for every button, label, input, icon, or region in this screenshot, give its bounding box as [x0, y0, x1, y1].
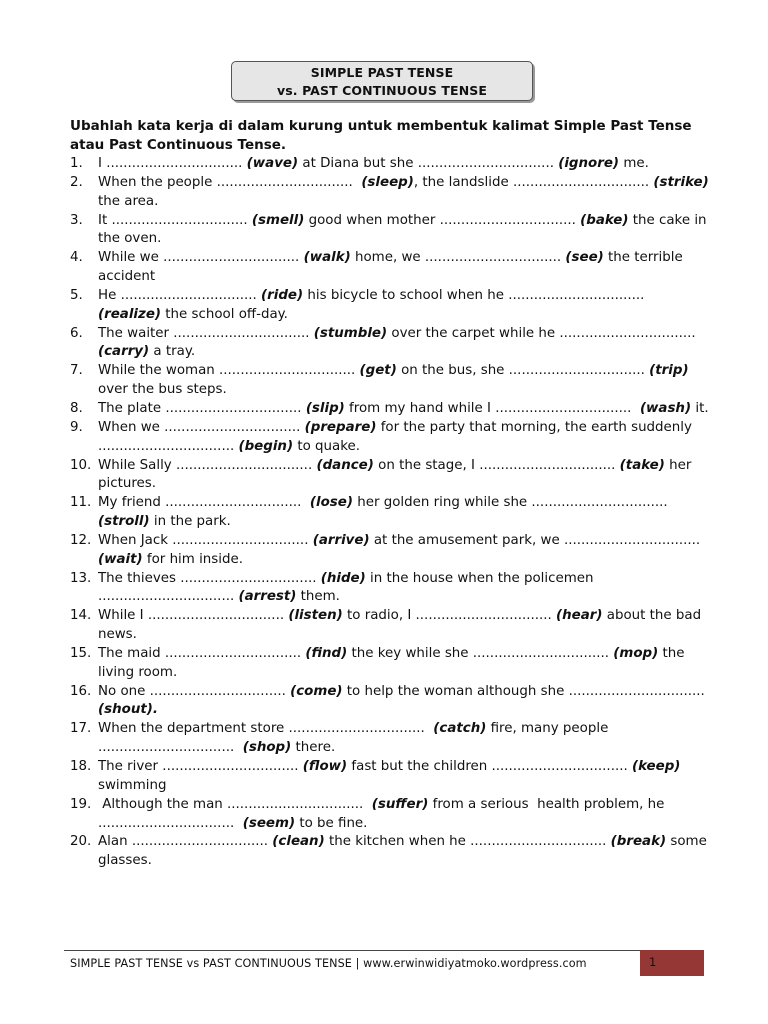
page-number-box	[640, 950, 704, 976]
sentence-fragment: The river ................................	[98, 759, 303, 774]
sentence-fragment: her pictures.	[98, 457, 696, 492]
exercise-number: 18.	[70, 759, 92, 774]
sentence-fragment: on the stage, I ................................	[373, 457, 620, 473]
exercise-sentence	[98, 834, 711, 868]
verb-prompt: (listen)	[288, 608, 343, 624]
verb-prompt: (smell)	[251, 212, 305, 228]
sentence-fragment: When Jack ................................	[98, 532, 313, 548]
exercise-list	[70, 155, 714, 871]
exercise-item	[70, 720, 710, 758]
exercise-sentence	[98, 495, 672, 529]
exercise-number: 7.	[70, 363, 83, 379]
sentence-fragment: at the amusement park, we ................................	[369, 532, 709, 548]
exercise-number: 15.	[70, 645, 92, 661]
sentence-fragment: When the people ................................	[98, 174, 362, 190]
verb-prompt: (dance)	[316, 457, 374, 473]
verb-prompt: (shop)	[242, 740, 292, 756]
exercise-sentence	[98, 250, 687, 284]
exercise-sentence	[98, 363, 693, 397]
exercise-item	[70, 532, 710, 570]
exercise-item	[70, 249, 710, 287]
exercise-number: 8.	[70, 400, 83, 416]
exercise-item	[70, 155, 710, 174]
exercise-item	[70, 325, 710, 363]
sentence-fragment: While we ................................	[98, 250, 304, 266]
exercise-number: 5.	[70, 287, 83, 303]
verb-prompt: (arrest)	[238, 589, 297, 605]
sentence-fragment: her golden ring while she ................................	[352, 495, 672, 511]
sentence-fragment: , the landslide ................................	[413, 174, 654, 190]
sentence-fragment: from a serious health problem, he ................................	[98, 796, 669, 831]
exercise-item	[70, 607, 710, 645]
verb-prompt: (take)	[619, 457, 665, 473]
verb-prompt: (wash)	[639, 400, 692, 416]
sentence-fragment: fire, many people ................................	[98, 721, 613, 756]
exercise-item	[70, 645, 710, 683]
sentence-fragment: from my hand while I ................................	[344, 400, 640, 416]
sentence-fragment: it.	[691, 400, 709, 416]
exercise-sentence	[98, 401, 709, 416]
exercise-number: 6.	[70, 325, 83, 341]
verb-prompt: (ignore)	[558, 156, 620, 171]
verb-prompt: (stumble)	[313, 325, 388, 341]
sentence-fragment: He ................................	[98, 287, 262, 303]
exercise-item	[70, 174, 714, 212]
verb-prompt: (catch)	[433, 721, 487, 737]
exercise-sentence	[98, 533, 709, 567]
sentence-fragment: The waiter ................................	[98, 325, 314, 341]
title-line-1: SIMPLE PAST TENSE	[310, 65, 454, 80]
sentence-fragment: swimming	[98, 759, 685, 793]
exercise-item	[70, 212, 710, 250]
sentence-fragment: The maid ................................	[98, 645, 306, 661]
exercise-item	[70, 287, 710, 325]
verb-prompt: (lose)	[309, 495, 353, 511]
sentence-fragment: there.	[291, 740, 336, 756]
sentence-fragment: Alan ................................	[98, 834, 273, 850]
sentence-fragment: his bicycle to school when he ................................	[303, 287, 649, 303]
exercise-item	[70, 833, 710, 871]
verb-prompt: (wave)	[246, 156, 299, 171]
exercise-sentence	[98, 759, 685, 793]
exercise-sentence	[98, 420, 696, 454]
sentence-fragment: for him inside.	[142, 551, 243, 567]
sentence-fragment: While Sally ................................	[98, 457, 317, 473]
page-number: 1	[649, 955, 657, 969]
sentence-fragment: me.	[619, 156, 649, 171]
verb-prompt: (sleep)	[361, 174, 414, 190]
verb-prompt: (hide)	[320, 570, 366, 586]
verb-prompt: (slip)	[305, 400, 345, 416]
exercise-number: 4.	[70, 250, 83, 266]
sentence-fragment: a tray.	[149, 344, 196, 360]
exercise-number: 19.	[70, 796, 92, 812]
verb-prompt: (mop)	[613, 645, 659, 661]
exercise-item	[70, 683, 710, 721]
exercise-item	[70, 758, 710, 796]
exercise-item	[70, 400, 710, 419]
sentence-fragment: in the park.	[149, 514, 231, 530]
verb-prompt: (begin)	[238, 438, 294, 454]
sentence-fragment: over the bus steps.	[98, 363, 693, 398]
sentence-fragment: some glasses.	[98, 834, 712, 869]
sentence-fragment: the terrible accident	[98, 250, 687, 285]
verb-prompt: (bake)	[580, 212, 629, 228]
verb-prompt: (shout).	[98, 702, 158, 718]
exercise-sentence	[98, 288, 649, 322]
sentence-fragment: fast but the children ................................	[347, 759, 632, 774]
exercise-sentence	[98, 571, 598, 605]
footer-divider	[64, 950, 641, 951]
sentence-fragment: over the carpet while he ................................	[387, 325, 700, 341]
exercise-item	[70, 796, 710, 834]
verb-prompt: (seem)	[242, 815, 296, 831]
verb-prompt: (come)	[290, 683, 343, 699]
sentence-fragment: for the party that morning, the earth suddenly ................................	[98, 419, 697, 454]
sentence-fragment: It ................................	[98, 212, 252, 228]
exercise-sentence	[98, 175, 713, 209]
sentence-fragment: home, we ................................	[350, 250, 566, 266]
title-box	[231, 61, 533, 101]
sentence-fragment: to quake.	[293, 438, 361, 454]
verb-prompt: (ride)	[261, 287, 304, 303]
exercise-number: 14.	[70, 608, 92, 624]
exercise-sentence	[98, 213, 711, 247]
exercise-item	[70, 362, 710, 400]
sentence-fragment: to help the woman although she ................................	[342, 683, 710, 699]
sentence-fragment: to radio, I ................................	[342, 608, 557, 624]
verb-prompt: (prepare)	[304, 419, 377, 435]
verb-prompt: (strike)	[653, 174, 709, 190]
exercise-number: 9.	[70, 419, 83, 435]
sentence-fragment: the cake in the oven.	[98, 212, 711, 247]
sentence-fragment: the key while she ................................	[347, 645, 614, 661]
instruction-text: Ubahlah kata kerja di dalam kurung untuk membentuk kalimat Simple Past Tense atau Past Continuous Tense.	[70, 118, 692, 153]
exercise-number: 13.	[70, 570, 92, 586]
sentence-fragment: good when mother ................................	[304, 212, 581, 228]
verb-prompt: (hear)	[556, 608, 603, 624]
title-line-2: vs. PAST CONTINUOUS TENSE	[276, 83, 487, 98]
exercise-number: 1.	[70, 156, 83, 171]
sentence-fragment: While the woman ................................	[98, 363, 360, 379]
sentence-fragment: to be fine.	[295, 815, 368, 831]
exercise-number: 10.	[70, 457, 92, 473]
exercise-sentence	[98, 684, 709, 718]
verb-prompt: (arrive)	[312, 532, 370, 548]
exercise-number: 16.	[70, 683, 92, 699]
verb-prompt: (flow)	[302, 759, 348, 774]
exercise-sentence	[98, 608, 705, 642]
exercise-item	[70, 494, 710, 532]
sentence-fragment: When we ................................	[98, 419, 305, 435]
exercise-number: 12.	[70, 532, 92, 548]
sentence-fragment: on the bus, she ................................	[396, 363, 650, 379]
exercise-item	[70, 457, 710, 495]
sentence-fragment: I ................................	[98, 156, 247, 171]
exercise-number: 3.	[70, 212, 83, 228]
sentence-fragment: My friend ................................	[98, 495, 310, 511]
verb-prompt: (wait)	[98, 551, 143, 567]
exercise-sentence	[98, 156, 649, 171]
exercise-number: 17.	[70, 721, 92, 737]
sentence-fragment: The thieves ................................	[98, 570, 321, 586]
sentence-fragment: at Diana but she ................................	[298, 156, 559, 171]
verb-prompt: (carry)	[98, 344, 150, 360]
verb-prompt: (get)	[359, 363, 397, 379]
exercise-item	[70, 570, 710, 608]
exercise-number: 11.	[70, 495, 92, 511]
verb-prompt: (realize)	[98, 306, 162, 322]
sentence-fragment: The plate ................................	[98, 400, 306, 416]
sentence-fragment: the living room.	[98, 645, 689, 680]
sentence-fragment: about the bad news.	[98, 608, 706, 643]
sentence-fragment: When the department store ................................	[98, 721, 434, 737]
verb-prompt: (keep)	[631, 759, 681, 774]
verb-prompt: (see)	[565, 250, 604, 266]
sentence-fragment: in the house when the policemen ................................	[98, 570, 598, 605]
verb-prompt: (find)	[305, 645, 348, 661]
verb-prompt: (break)	[610, 834, 667, 850]
sentence-fragment: Although the man ................................	[98, 796, 372, 812]
verb-prompt: (suffer)	[371, 796, 429, 812]
verb-prompt: (clean)	[272, 834, 325, 850]
sentence-fragment: them.	[296, 589, 340, 605]
verb-prompt: (walk)	[303, 250, 351, 266]
exercise-sentence	[98, 797, 669, 831]
exercise-sentence	[98, 326, 700, 360]
exercise-sentence	[98, 646, 689, 680]
sentence-fragment: No one ................................	[98, 683, 291, 699]
exercise-number: 20.	[70, 834, 92, 850]
exercise-item	[70, 419, 710, 457]
exercise-sentence	[98, 721, 613, 755]
footer-text: SIMPLE PAST TENSE vs PAST CONTINUOUS TENSE | www.erwinwidiyatmoko.wordpress.com	[70, 957, 587, 970]
sentence-fragment: While I ................................	[98, 608, 289, 624]
exercise-sentence	[98, 458, 696, 492]
sentence-fragment: the school off-day.	[161, 306, 288, 322]
exercise-number: 2.	[70, 174, 83, 190]
sentence-fragment: the area.	[98, 174, 714, 209]
verb-prompt: (trip)	[649, 363, 689, 379]
sentence-fragment: the kitchen when he ................................	[324, 834, 611, 850]
verb-prompt: (stroll)	[98, 514, 150, 530]
